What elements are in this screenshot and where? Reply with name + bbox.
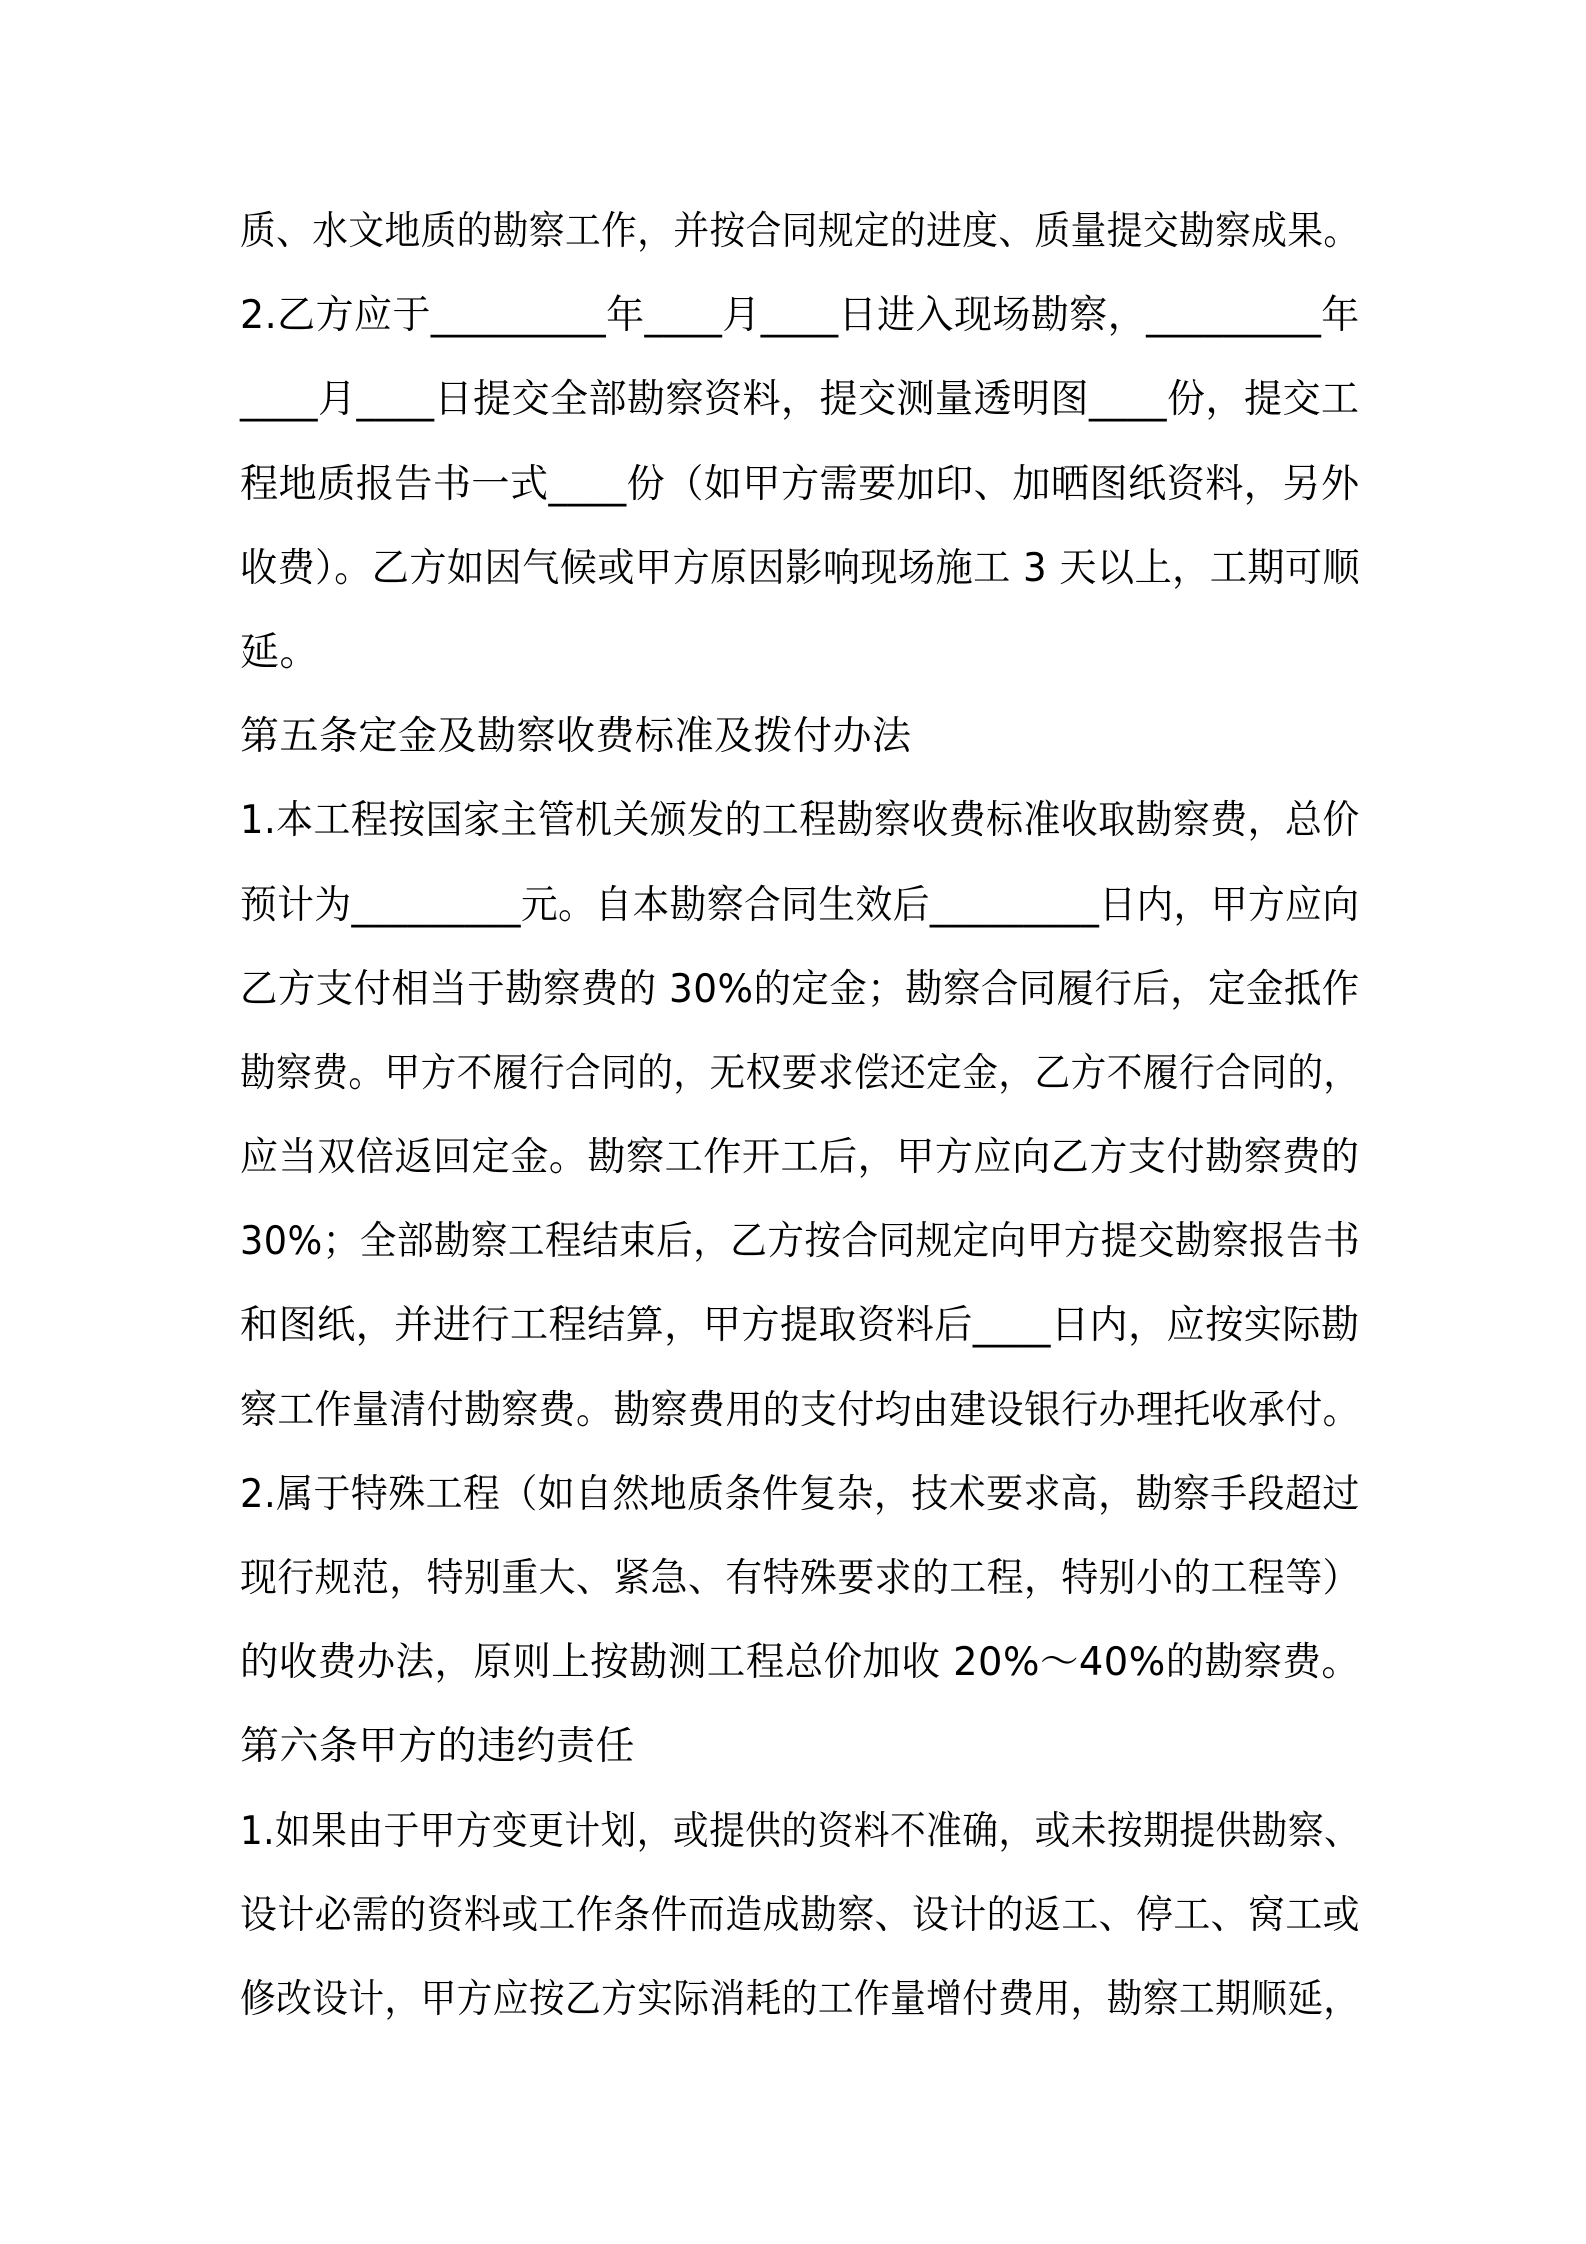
text-line: 2.乙方应于_________年____月____日进入现场勘察，_________年 <box>240 293 1360 339</box>
text-line: 现行规范，特别重大、紧急、有特殊要求的工程，特别小的工程等） <box>240 1556 1361 1601</box>
text-line: 延。 <box>240 629 320 675</box>
section-heading: 第五条定金及勘察收费标准及拨付办法 <box>240 714 912 760</box>
text-line: 察工作量清付勘察费。勘察费用的支付均由建设银行办理托收承付。 <box>240 1387 1361 1433</box>
text-line: 和图纸，并进行工程结算，甲方提取资料后____日内，应按实际勘 <box>240 1303 1360 1349</box>
text-line: 程地质报告书一式____份（如甲方需要加印、加晒图纸资料，另外 <box>240 461 1360 507</box>
text-line: 乙方支付相当于勘察费的 30%的定金；勘察合同履行后，定金抵作 <box>240 966 1360 1012</box>
text-line: 设计必需的资料或工作条件而造成勘察、设计的返工、停工、窝工或 <box>240 1892 1361 1938</box>
text-line: 收费）。乙方如因气候或甲方原因影响现场施工 3 天以上，工期可顺 <box>240 545 1361 591</box>
text-line: 修改设计，甲方应按乙方实际消耗的工作量增付费用，勘察工期顺延， <box>240 1976 1360 2022</box>
text-line: 2.属于特殊工程（如自然地质条件复杂，技术要求高，勘察手段超过 <box>240 1471 1360 1517</box>
text-line: 的收费办法，原则上按勘测工程总价加收 20%～40%的勘察费。 <box>240 1640 1361 1686</box>
text-line: 预计为_________元。自本勘察合同生效后_________日内，甲方应向 <box>240 882 1360 928</box>
text-line: 应当双倍返回定金。勘察工作开工后，甲方应向乙方支付勘察费的 <box>240 1135 1360 1181</box>
document-page <box>240 190 1360 2042</box>
text-line: 质、水文地质的勘察工作，并按合同规定的进度、质量提交勘察成果。 <box>240 209 1360 254</box>
text-line: 勘察费。甲方不履行合同的，无权要求偿还定金，乙方不履行合同的， <box>240 1050 1360 1096</box>
section-heading: 第六条甲方的违约责任 <box>240 1724 636 1770</box>
text-line: 30%；全部勘察工程结束后，乙方按合同规定向甲方提交勘察报告书 <box>240 1219 1361 1265</box>
text-line: 1.如果由于甲方变更计划，或提供的资料不准确，或未按期提供勘察、 <box>240 1808 1361 1854</box>
text-line: ____月____日提交全部勘察资料，提交测量透明图____份，提交工 <box>240 377 1360 423</box>
text-line: 1.本工程按国家主管机关颁发的工程勘察收费标准收取勘察费，总价 <box>240 798 1360 844</box>
